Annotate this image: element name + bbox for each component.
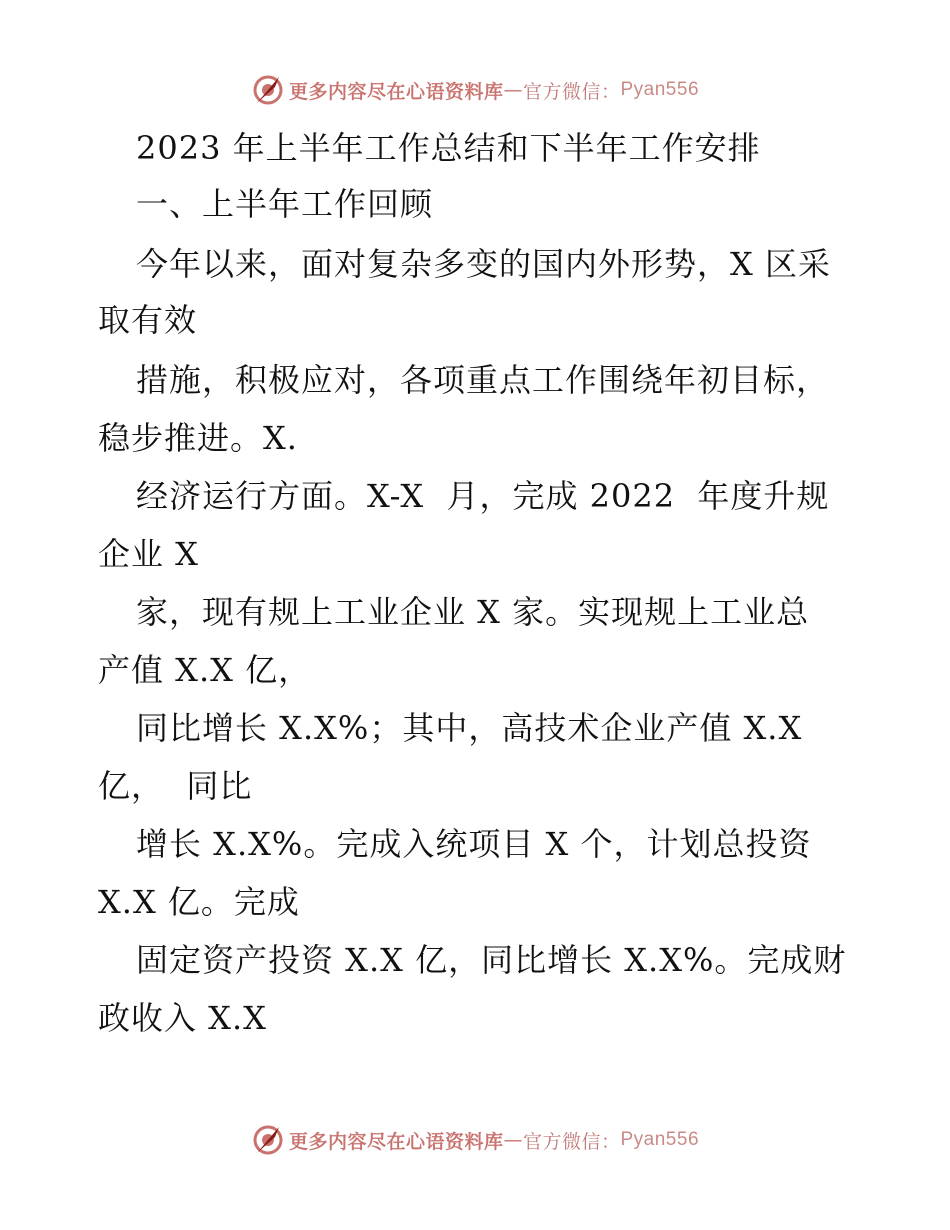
quill-logo-icon	[251, 1123, 285, 1157]
section-heading: 一、上半年工作回顾	[136, 185, 434, 223]
header-watermark	[0, 70, 950, 110]
paragraph-line: 政收入 X.X	[98, 999, 267, 1037]
paragraph-line: 产值 X.X 亿，	[98, 651, 312, 689]
watermark-label: 官方微信：	[522, 80, 621, 103]
quill-logo-icon	[251, 73, 285, 107]
paragraph-line: X.X 亿。完成	[98, 883, 300, 921]
paragraph-line: 经济运行方面。X-X 月，完成 2022 年度升规	[136, 477, 830, 515]
paragraph-line: 增长 X.X%。完成入统项目 X 个，计划总投资	[136, 825, 812, 863]
watermark-separator: —	[503, 1129, 523, 1151]
watermark-separator: —	[503, 79, 523, 101]
footer-watermark	[0, 1120, 950, 1160]
paragraph-line: 亿， 同比	[98, 767, 253, 805]
document-title: 2023 年上半年工作总结和下半年工作安排	[136, 129, 761, 167]
paragraph-line: 措施，积极应对，各项重点工作围绕年初目标，	[136, 361, 830, 399]
paragraph-line: 取有效	[98, 301, 198, 339]
watermark-label: 官方微信：	[522, 1130, 621, 1153]
paragraph-line: 今年以来，面对复杂多变的国内外形势，X 区采	[136, 245, 831, 283]
watermark-wechat-id: Pyan556	[620, 1129, 700, 1150]
paragraph-line: 稳步推进。X.	[98, 419, 298, 457]
watermark-brand: 更多内容尽在心语资料库	[288, 80, 504, 103]
watermark-brand: 更多内容尽在心语资料库	[288, 1130, 504, 1153]
watermark-wechat-id: Pyan556	[620, 79, 700, 100]
paragraph-line: 家，现有规上工业企业 X 家。实现规上工业总	[136, 593, 810, 631]
paragraph-line: 同比增长 X.X%；其中，高技术企业产值 X.X	[136, 709, 803, 747]
paragraph-line: 固定资产投资 X.X 亿，同比增长 X.X%。完成财	[136, 941, 847, 979]
paragraph-line: 企业 X	[98, 535, 199, 573]
